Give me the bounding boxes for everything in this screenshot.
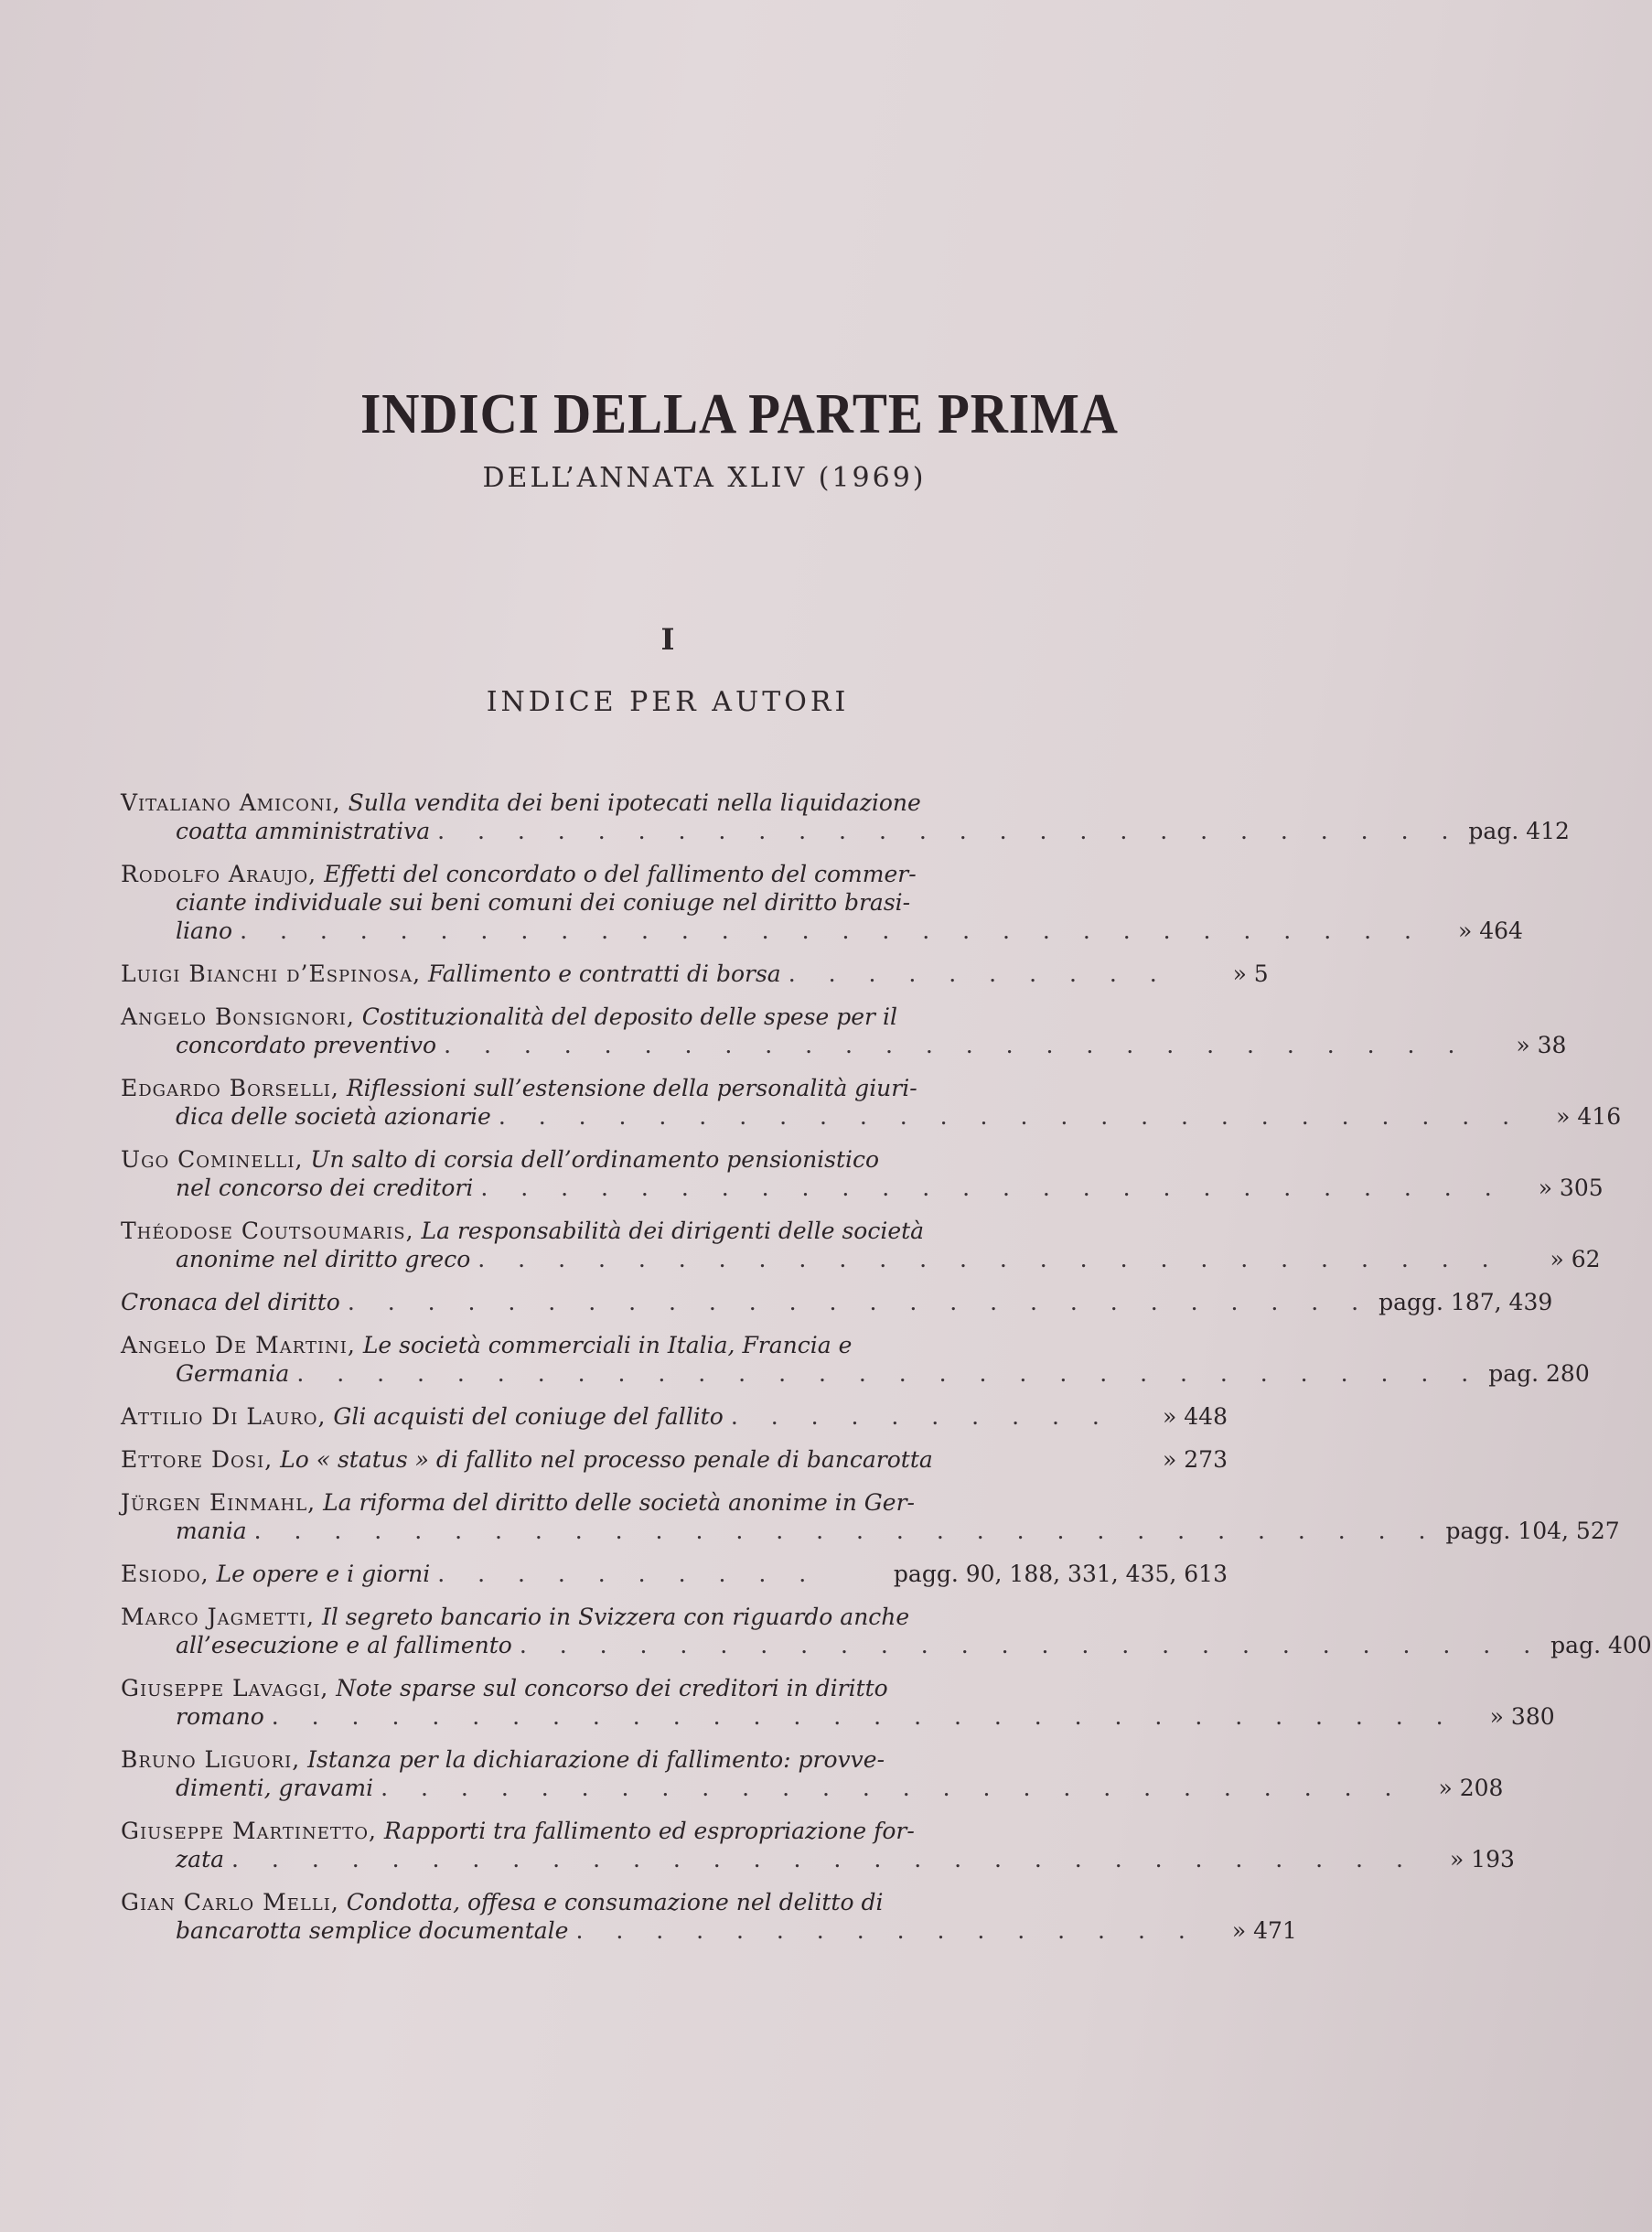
entry-title: Sulla vendita dei beni ipotecati nella liquidazione xyxy=(348,789,921,816)
entry-author: Angelo De Martini, xyxy=(121,1332,356,1358)
entry-title-cont: liano xyxy=(176,917,233,944)
entry-page-ref: pag. 280 xyxy=(1488,1360,1590,1387)
entry-author: Gian Carlo Melli, xyxy=(121,1889,339,1915)
entry-title: Note sparse sul concorso dei creditori in diritto xyxy=(336,1675,888,1701)
author-index-list xyxy=(121,789,1652,1959)
entry-author: Jürgen Einmahl, xyxy=(121,1489,316,1516)
entry-title: Un salto di corsia dell’ordinamento pensionistico xyxy=(310,1146,880,1173)
entry-title-cont: nel concorso dei creditori xyxy=(176,1175,474,1201)
leader-dots: . . . . . . . . . . . . . . . . . . . . . . . . . . . . . . xyxy=(240,917,1424,944)
index-entry xyxy=(121,1217,1601,1273)
entry-title-cont: concordato preventivo xyxy=(176,1032,437,1058)
entry-page-ref: » 273 xyxy=(1163,1446,1228,1473)
leader-dots: . . . . . . . . . . . . . . . . . . . . . . . . . . . . . . xyxy=(231,1846,1416,1873)
entry-title: La riforma del diritto delle società anonime in Ger- xyxy=(323,1489,915,1516)
entry-title: Costituzionalità del deposito delle spese per il xyxy=(361,1003,897,1030)
entry-author: Théodose Coutsoumaris, xyxy=(121,1218,414,1244)
entry-title: Riflessioni sull’estensione della personalità giuri- xyxy=(346,1075,917,1101)
entry-author: Edgardo Borselli, xyxy=(121,1075,339,1101)
index-entry xyxy=(121,960,1269,988)
entry-author: Giuseppe Lavaggi, xyxy=(121,1675,329,1701)
entry-page-ref: » 62 xyxy=(1550,1246,1601,1272)
leader-dots: . . . . . . . . . . xyxy=(437,1561,820,1587)
entry-author: Angelo Bonsignori, xyxy=(121,1003,355,1030)
entry-page-ref: » 448 xyxy=(1163,1403,1228,1430)
entry-page-ref: » 208 xyxy=(1438,1775,1504,1801)
section-title: INDICE PER AUTORI xyxy=(486,686,850,718)
index-entry xyxy=(121,1445,1228,1474)
entry-title: Istanza per la dichiarazione di fallimento: provve- xyxy=(307,1746,885,1773)
entry-title: Gli acquisti del coniuge del fallito xyxy=(333,1403,724,1430)
index-entry xyxy=(121,1674,1555,1731)
leader-dots: . . . . . . . . . . . . . . . . . . . . . . . . . . xyxy=(498,1103,1523,1130)
entry-title: Rapporti tra fallimento ed espropriazione for- xyxy=(383,1818,915,1844)
index-entry xyxy=(121,1402,1228,1431)
entry-author: Luigi Bianchi d’Espinosa, xyxy=(121,960,422,987)
entry-page-ref: » 380 xyxy=(1489,1703,1555,1730)
entry-title: Le società commerciali in Italia, Francia e xyxy=(362,1332,853,1358)
entry-page-ref: pag. 412 xyxy=(1468,818,1570,844)
entry-author: Marco Jagmetti, xyxy=(121,1604,315,1630)
leader-dots: . . . . . . . . . . . . . . . . . . . . . . . . . . xyxy=(437,818,1462,844)
entry-title: Fallimento e contratti di borsa xyxy=(428,960,781,987)
leader-dots: . . . . . . . . . . . . . . . . . . . . . . . . . . xyxy=(480,1175,1505,1201)
entry-title-cont: zata xyxy=(176,1846,225,1873)
entry-page-ref: » 38 xyxy=(1516,1032,1567,1058)
entry-page-ref: pag. 400 xyxy=(1550,1632,1652,1658)
entry-page-ref: » 305 xyxy=(1538,1175,1604,1201)
entry-title-cont: bancarotta semplice documentale xyxy=(176,1917,569,1944)
section-number: I xyxy=(660,622,675,657)
entry-title-cont: romano xyxy=(176,1703,264,1730)
index-entry xyxy=(121,1145,1604,1202)
leader-dots: . . . . . . . . . . . . . . . . xyxy=(575,1917,1198,1944)
entry-page-ref: pagg. 104, 527 xyxy=(1445,1518,1620,1544)
index-entry xyxy=(121,1003,1567,1059)
entry-author: Giuseppe Martinetto, xyxy=(121,1818,377,1844)
leader-dots: . . . . . . . . . . . . . . . . . . . . . . . . . . . . . . xyxy=(253,1518,1439,1544)
index-entry xyxy=(121,1888,1297,1945)
entry-title-cont: coatta amministrativa xyxy=(176,818,431,844)
entry-title-cont: mania xyxy=(176,1518,247,1544)
index-entry xyxy=(121,1074,1622,1131)
page-subtitle: DELL’ANNATA XLIV (1969) xyxy=(482,462,927,494)
entry-title-cont: ciante individuale sui beni comuni dei coniuge nel diritto brasi- xyxy=(176,889,911,916)
leader-dots: . . . . . . . . . . . . . . . . . . . . . . . . . . xyxy=(444,1032,1468,1058)
entry-author: Vitaliano Amiconi, xyxy=(121,789,341,816)
entry-title: La responsabilità dei dirigenti delle società xyxy=(421,1218,925,1244)
entry-page-ref: » 5 xyxy=(1232,960,1269,987)
entry-title-cont: all’esecuzione e al fallimento xyxy=(176,1632,512,1658)
entry-title-cont: dimenti, gravami xyxy=(176,1775,374,1801)
index-entry xyxy=(121,1745,1504,1802)
entry-author: Ugo Cominelli, xyxy=(121,1146,304,1173)
entry-page-ref: pagg. 187, 439 xyxy=(1378,1289,1553,1315)
entry-author: Esiodo, xyxy=(121,1561,209,1587)
index-entry xyxy=(121,1331,1590,1388)
entry-author: Bruno Liguori, xyxy=(121,1746,301,1773)
index-entry xyxy=(121,860,1523,945)
entry-author: Attilio Di Lauro, xyxy=(121,1403,327,1430)
index-entry xyxy=(121,1817,1515,1873)
leader-dots: . . . . . . . . . . xyxy=(788,960,1170,987)
entry-title: Cronaca del diritto xyxy=(121,1289,340,1315)
entry-title: Il segreto bancario in Svizzera con riguardo anche xyxy=(321,1604,910,1630)
index-entry xyxy=(121,789,1570,845)
entry-title: Condotta, offesa e consumazione nel delitto di xyxy=(346,1889,884,1915)
entry-title-cont: anonime nel diritto greco xyxy=(176,1246,471,1272)
entry-title: Lo « status » di fallito nel processo penale di bancarotta xyxy=(280,1446,933,1473)
entry-page-ref: pagg. 90, 188, 331, 435, 613 xyxy=(893,1561,1228,1587)
index-entry xyxy=(121,1488,1620,1545)
page-title: INDICI DELLA PARTE PRIMA xyxy=(360,383,1119,445)
leader-dots: . . . . . . . . . . xyxy=(730,1403,1112,1430)
leader-dots: . . . . . . . . . . . . . . . . . . . . . . . . . . . . . . xyxy=(296,1360,1482,1387)
entry-page-ref: » 471 xyxy=(1231,1917,1297,1944)
entry-title-cont: Germania xyxy=(176,1360,290,1387)
entry-page-ref: » 464 xyxy=(1457,917,1523,944)
leader-dots: . . . . . . . . . . . . . . . . . . . . . . . . . . xyxy=(347,1289,1372,1315)
index-entry xyxy=(121,1560,1228,1588)
entry-title-cont: dica delle società azionarie xyxy=(176,1103,491,1130)
entry-page-ref: » 416 xyxy=(1556,1103,1622,1130)
leader-dots: . . . . . . . . . . . . . . . . . . . . . . . . . . xyxy=(519,1632,1544,1658)
index-entry xyxy=(121,1603,1652,1659)
entry-author: Rodolfo Araujo, xyxy=(121,861,317,887)
entry-author: Ettore Dosi, xyxy=(121,1446,274,1473)
leader-dots: . . . . . . . . . . . . . . . . . . . . . . . . . . . . . . xyxy=(271,1703,1456,1730)
leader-dots: . . . . . . . . . . . . . . . . . . . . . . . . . . xyxy=(381,1775,1405,1801)
leader-dots: . . . . . . . . . . . . . . . . . . . . . . . . . . xyxy=(477,1246,1502,1272)
entry-title: Le opere e i giorni xyxy=(216,1561,431,1587)
index-entry xyxy=(121,1288,1553,1316)
entry-title: Effetti del concordato o del fallimento del commer- xyxy=(324,861,917,887)
entry-page-ref: » 193 xyxy=(1449,1846,1515,1873)
